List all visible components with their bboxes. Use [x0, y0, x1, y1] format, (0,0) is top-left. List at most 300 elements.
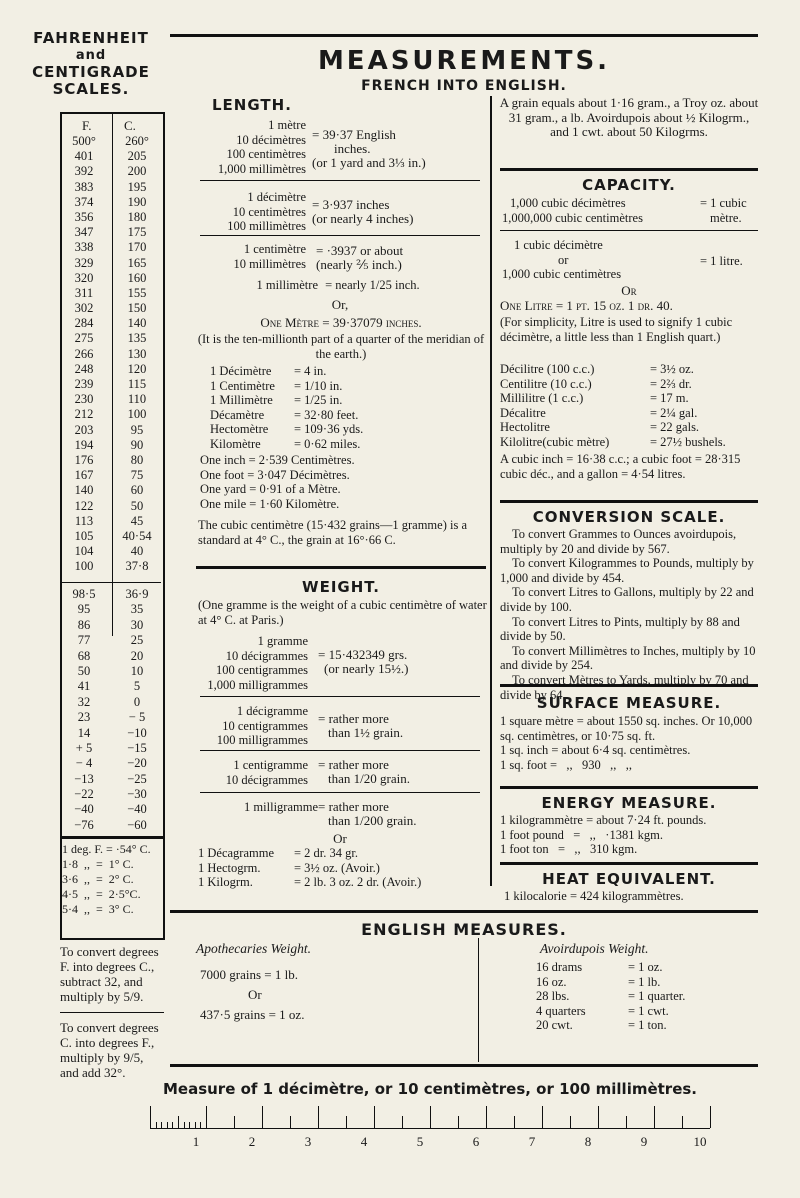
litre-note: (For simplicity, Litre is used to signify 1 cubic décimètre, a little less than 1 English quart.)	[500, 315, 733, 344]
cap2a: 1 cubic décimètre	[514, 238, 603, 252]
length-row	[210, 393, 490, 408]
celsius-value: 25	[130, 633, 144, 648]
celsius-value: 170	[127, 240, 147, 255]
length-value: = 32·80 feet.	[294, 407, 359, 422]
weight-group3	[198, 758, 308, 787]
length-name: 1 Décimètre	[210, 364, 272, 378]
length-g2-item: 1 décimètre	[247, 190, 306, 204]
fahrenheit-value: 113	[74, 513, 94, 528]
weight-g1-item: 1,000 milligrammes	[207, 677, 308, 692]
apothecaries-line2: 437·5 grains = 1 oz.	[200, 1007, 305, 1022]
center-divider	[490, 96, 492, 886]
weight-rows	[198, 846, 490, 890]
celsius-value: 190	[127, 194, 147, 209]
weight-g3-eq: = rather more	[318, 757, 389, 772]
ruler-tick	[184, 1122, 185, 1128]
fc-row	[62, 331, 161, 346]
surface-line: 1 square mètre = about 1550 sq. inches. Or 10,000 sq. centimètres, or 10·75 sq. ft.	[500, 714, 756, 743]
celsius-value: −30	[127, 787, 147, 802]
col-f-label: F.	[82, 118, 92, 133]
length-sep2	[200, 235, 480, 236]
celsius-value: − 5	[128, 710, 146, 725]
fahrenheit-value: −22	[74, 787, 94, 802]
avoirdupois-name: 16 drams	[536, 960, 583, 974]
fahrenheit-value: 23	[77, 710, 91, 725]
length-group1	[196, 118, 306, 176]
fc-row	[62, 741, 161, 756]
capacity-sep1	[500, 230, 758, 231]
degree-line: 3·6 ,, = 2° C.	[62, 872, 134, 886]
convert-separator	[60, 1012, 164, 1013]
avoirdupois-value: = 1 lb.	[628, 974, 661, 989]
energy-top-rule	[500, 786, 758, 789]
fc-row	[62, 618, 161, 633]
fc-row	[62, 271, 161, 286]
weight-top-rule	[196, 566, 486, 569]
cap1b: 1,000,000 cubic centimètres	[502, 210, 643, 225]
ruler-label: 4	[360, 1134, 368, 1149]
ruler-label: 3	[304, 1134, 312, 1149]
capacity-value: = 22 gals.	[650, 420, 700, 435]
weight-name: 1 Décagramme	[198, 846, 275, 860]
fahrenheit-value: 32	[77, 694, 91, 709]
weight-g4: 1 milligramme	[244, 800, 318, 814]
length-g4: 1 millimètre	[256, 278, 318, 292]
length-value: = 4 in.	[294, 364, 327, 378]
fahrenheit-value: 374	[74, 194, 94, 209]
weight-or: Or	[333, 831, 347, 846]
length-group3	[196, 242, 306, 271]
fahrenheit-value: + 5	[75, 740, 93, 755]
ruler-tick	[458, 1116, 459, 1128]
conversion-rows	[500, 527, 760, 702]
length-row	[210, 408, 490, 423]
fahrenheit-value: −40	[74, 802, 94, 817]
heat-heading: HEAT EQUIVALENT.	[542, 870, 716, 888]
ruler-tick	[346, 1116, 347, 1128]
length-group1-eq	[312, 128, 482, 170]
ruler-tick	[402, 1116, 403, 1128]
english-divider	[478, 938, 479, 1062]
weight-g1-eq: = 15·432349 grs.	[318, 647, 408, 662]
fahrenheit-value: 383	[74, 179, 94, 194]
cap2c: 1,000 cubic centimètres	[502, 267, 622, 282]
length-g2-item: 10 centimètres	[232, 204, 306, 219]
ruler-tick	[206, 1106, 207, 1128]
fc-separator	[62, 582, 161, 583]
one-metre: One Mètre = 39·37079 inches.	[260, 315, 422, 330]
weight-g3-item: 1 centigramme	[233, 758, 308, 772]
weight-row	[198, 875, 490, 890]
weight-g2-eq: = rather more	[318, 711, 389, 726]
ruler-caption: Measure of 1 décimètre, or 10 centimètres, or 100 millimètres.	[162, 1080, 698, 1098]
weight-g1-eq2: (or nearly 15½.)	[324, 661, 409, 676]
capacity-group1	[502, 196, 692, 225]
fc-row	[62, 164, 161, 179]
fahrenheit-value: 86	[77, 617, 91, 632]
avoirdupois-rows	[536, 960, 766, 1033]
celsius-value: 35	[130, 602, 144, 617]
length-name: 1 Centimètre	[210, 378, 275, 393]
energy-line: 1 kilogrammètre = about 7·24 ft. pounds.	[500, 813, 707, 827]
celsius-value: −20	[127, 756, 147, 771]
length-extra-line: One inch = 2·539 Centimètres.	[200, 453, 355, 467]
surface-line: 1 sq. foot = ,, 930 ,, ,,	[500, 757, 633, 772]
fc-rows-lower	[62, 587, 161, 833]
ruler-tick	[682, 1116, 683, 1128]
weight-group1-eq	[318, 648, 488, 676]
col-c-label: C.	[124, 118, 136, 133]
fahrenheit-value: 98·5	[72, 587, 96, 601]
avoirdupois-title: Avoirdupois Weight.	[540, 941, 649, 956]
celsius-value: 37·8	[125, 559, 149, 574]
capacity-name: Décalitre	[500, 405, 546, 420]
celsius-value: 40	[130, 544, 144, 559]
celsius-value: −60	[127, 817, 147, 832]
conversion-line: To convert Grammes to Ounces avoirdupois, multiply by 20 and divide by 567.	[500, 527, 737, 556]
celsius-value: 95	[130, 422, 144, 437]
ruler-tick	[178, 1116, 179, 1128]
fc-row	[62, 695, 161, 710]
fahrenheit-value: 230	[74, 392, 94, 407]
surface-heading: SURFACE MEASURE.	[536, 694, 722, 712]
ruler-label: 8	[584, 1134, 592, 1149]
length-group3-eq	[316, 244, 491, 272]
celsius-value: 150	[127, 301, 147, 316]
english-top-rule	[170, 910, 758, 913]
weight-g1-item: 100 centigrammes	[216, 663, 308, 678]
capacity-value: = 3½ oz.	[650, 362, 694, 376]
ruler-baseline	[150, 1128, 710, 1129]
celsius-value: 40·54	[122, 528, 152, 543]
length-g1-eq2: inches.	[334, 141, 371, 156]
weight-g4-eq2: than 1/200 grain.	[328, 813, 417, 828]
heat-top-rule	[500, 862, 758, 865]
length-g3-eq2: (nearly ⅖ inch.)	[316, 257, 402, 272]
celsius-value: 200	[127, 164, 147, 179]
length-name: Décamètre	[210, 407, 265, 422]
ruler-tick	[374, 1106, 375, 1128]
fahrenheit-value: 212	[74, 407, 94, 422]
length-g3-eq: = ·3937 or about	[316, 243, 404, 258]
celsius-value: 50	[130, 498, 144, 513]
fahrenheit-value: 401	[74, 149, 94, 164]
fahrenheit-value: −13	[74, 771, 94, 786]
celsius-value: 115	[127, 377, 147, 391]
celsius-value: 100	[127, 407, 147, 422]
energy-line: 1 foot pound = ,, ·1381 kgm.	[500, 827, 663, 842]
fc-rows-upper	[62, 134, 161, 574]
fc-row	[62, 529, 161, 544]
celsius-value: 20	[130, 648, 144, 663]
ruler-tick	[234, 1116, 235, 1128]
english-heading: ENGLISH MEASURES.	[361, 920, 567, 939]
fc-row	[62, 756, 161, 771]
degree-equivalents	[62, 842, 162, 917]
ruler-label: 10	[693, 1134, 707, 1149]
weight-g3-eq2: than 1/20 grain.	[328, 771, 410, 786]
capacity-group2	[502, 238, 692, 282]
decimetre-ruler	[140, 1100, 720, 1148]
energy-heading: ENERGY MEASURE.	[541, 794, 717, 812]
weight-group2	[198, 704, 308, 748]
celsius-value: 155	[127, 285, 147, 300]
fc-row	[62, 514, 161, 529]
fahrenheit-value: 140	[74, 483, 94, 498]
fc-row	[62, 347, 161, 362]
length-name: 1 Millimètre	[210, 393, 273, 408]
scales-title-line2: and	[75, 48, 107, 63]
celsius-value: 205	[127, 149, 147, 164]
cap1-eq: = 1 cubic	[700, 196, 747, 210]
length-g1-eq3: (or 1 yard and 3⅓ in.)	[312, 155, 426, 170]
weight-name: 1 Kilogrm.	[198, 875, 253, 890]
weight-sep3	[200, 792, 480, 793]
fahrenheit-value: −76	[74, 817, 94, 832]
capacity-name: Millilitre (1 c.c.)	[500, 391, 584, 406]
conversion-line: To convert Litres to Pints, multiply by 88 and divide by 50.	[500, 614, 740, 644]
celsius-value: 0	[133, 694, 141, 709]
capacity-rows	[500, 362, 762, 450]
fahrenheit-value: − 4	[75, 756, 93, 771]
fc-row	[62, 149, 161, 164]
length-name: Hectomètre	[210, 422, 269, 437]
capacity-row	[500, 377, 762, 392]
ruler-label: 6	[472, 1134, 480, 1149]
fc-row	[62, 468, 161, 483]
fc-row	[62, 392, 161, 407]
celsius-value: 160	[127, 270, 147, 285]
capacity-top-rule	[500, 168, 758, 171]
fahrenheit-value: 248	[74, 361, 94, 376]
ruler-tick	[150, 1106, 151, 1128]
degree-line: 1 deg. F. = ·54° C.	[62, 842, 151, 856]
fc-row	[62, 301, 161, 316]
capacity-heading: CAPACITY.	[582, 176, 676, 194]
length-g3-item: 1 centimètre	[243, 242, 306, 256]
celsius-value: 130	[127, 346, 147, 361]
avoirdupois-row	[536, 989, 766, 1004]
english-bottom-rule	[170, 1064, 758, 1067]
length-g3-item: 10 millimètres	[233, 256, 306, 271]
celsius-value: 80	[130, 452, 144, 467]
ruler-tick	[514, 1116, 515, 1128]
fc-row	[62, 802, 161, 817]
ruler-tick	[195, 1122, 196, 1128]
ruler-tick	[189, 1122, 190, 1128]
length-value: = 1/25 in.	[294, 393, 343, 408]
avoirdupois-row	[536, 1018, 766, 1033]
scales-title-line3: CENTIGRADE	[32, 63, 150, 81]
length-sep1	[200, 180, 480, 181]
fahrenheit-value: 100	[74, 559, 94, 574]
fahrenheit-value: 41	[77, 679, 91, 694]
surface-top-rule	[500, 684, 758, 687]
apothecaries-title: Apothecaries Weight.	[196, 941, 311, 956]
capacity-name: Kilolitre(cubic mètre)	[500, 434, 610, 449]
ruler-label: 5	[416, 1134, 424, 1149]
fc-row	[62, 544, 161, 559]
fc-row	[62, 602, 161, 617]
avoirdupois-name: 4 quarters	[536, 1003, 586, 1018]
fahrenheit-value: 14	[77, 725, 91, 740]
length-g1-eq: = 39·37 English	[312, 127, 396, 142]
weight-g4-eq: = rather more	[318, 799, 389, 814]
ruler-label: 2	[248, 1134, 256, 1149]
ruler-tick	[570, 1116, 571, 1128]
celsius-value: 36·9	[125, 587, 149, 601]
capacity-row	[500, 362, 762, 377]
avoirdupois-value: = 1 cwt.	[628, 1003, 669, 1018]
celsius-value: 140	[127, 316, 147, 331]
weight-g1-item: 1 gramme	[257, 634, 308, 648]
celsius-value: 120	[127, 361, 147, 376]
celsius-value: 60	[130, 483, 144, 498]
ruler-tick	[318, 1106, 319, 1128]
scales-title	[16, 30, 166, 98]
fc-row	[62, 195, 161, 210]
fahrenheit-value: 311	[74, 285, 94, 300]
fahrenheit-value: 95	[77, 602, 91, 617]
celsius-value: −10	[127, 725, 147, 740]
length-value: = 1/10 in.	[294, 378, 343, 393]
length-rows	[210, 364, 490, 452]
weight-group2-eq	[318, 712, 488, 740]
fc-row	[62, 407, 161, 422]
ruler-label: 7	[528, 1134, 536, 1149]
avoirdupois-name: 28 lbs.	[536, 989, 570, 1004]
cap2-eq: = 1 litre.	[700, 254, 743, 268]
cap2b: or	[558, 252, 569, 267]
conversion-line: To convert Kilogrammes to Pounds, multiply by 1,000 and divide by 454.	[500, 556, 754, 585]
ruler-tick	[167, 1122, 168, 1128]
fc-row	[62, 316, 161, 331]
length-or: Or,	[331, 297, 349, 312]
weight-g1-item: 10 décigrammes	[225, 648, 308, 663]
grain-note: A grain equals about 1·16 gram., a Troy oz. about 31 gram., a lb. Avoirdupois about ½ Kilogrm., and 1 cwt. about 50 Kilogrms.	[499, 95, 759, 139]
capacity-row	[500, 406, 762, 421]
convert-f-to-c: To convert degrees F. into degrees C., subtract 32, and multiply by 5/9.	[60, 944, 159, 1004]
length-g1-item: 100 centimètres	[226, 147, 306, 162]
ruler-label: 9	[640, 1134, 648, 1149]
length-name: Kilomètre	[210, 436, 261, 451]
ruler-tick	[542, 1106, 543, 1128]
celsius-value: 30	[130, 617, 144, 632]
length-heading: LENGTH.	[212, 96, 292, 114]
weight-row	[198, 846, 490, 861]
weight-group4-eq	[318, 800, 488, 828]
fc-row	[62, 664, 161, 679]
fc-row	[62, 377, 161, 392]
apothecaries-line1: 7000 grains = 1 lb.	[200, 967, 298, 982]
length-g4-eq: = nearly 1/25 inch.	[325, 278, 420, 292]
length-g1-item: 1,000 millimètres	[217, 161, 306, 176]
fc-row	[62, 649, 161, 664]
scales-title-line1: FAHRENHEIT	[33, 29, 149, 47]
length-group2-eq	[312, 198, 487, 226]
fc-row	[62, 559, 161, 574]
ruler-tick	[156, 1122, 157, 1128]
length-note: (It is the ten-millionth part of a quarter of the meridian of the earth.)	[197, 332, 485, 361]
weight-note: (One gramme is the weight of a cubic centimètre of water at 4° C. at Paris.)	[198, 598, 487, 627]
fc-row	[62, 240, 161, 255]
apothecaries-or: Or	[248, 987, 262, 1002]
avoirdupois-row	[536, 960, 766, 975]
fc-row	[62, 679, 161, 694]
fahrenheit-value: 77	[77, 633, 91, 648]
fc-row	[62, 286, 161, 301]
weight-value: = 2 lb. 3 oz. 2 dr. (Avoir.)	[294, 875, 422, 890]
celsius-value: 180	[127, 209, 147, 224]
ruler-tick	[200, 1122, 201, 1128]
celsius-value: 195	[127, 179, 147, 194]
fahrenheit-value: 104	[74, 544, 94, 559]
fc-row	[62, 710, 161, 725]
avoirdupois-value: = 1 oz.	[628, 960, 663, 974]
fc-row	[62, 787, 161, 802]
french-into-english: FRENCH INTO ENGLISH.	[361, 78, 567, 94]
celsius-value: 10	[130, 663, 144, 678]
length-row	[210, 364, 490, 379]
length-row	[210, 379, 490, 394]
fc-row	[62, 772, 161, 787]
celsius-value: 135	[127, 331, 147, 346]
weight-g2-item: 1 décigramme	[236, 704, 308, 718]
capacity-value: = 2¼ gal.	[650, 405, 698, 420]
weight-row	[198, 861, 490, 876]
fc-row	[62, 423, 161, 438]
length-row	[210, 437, 490, 452]
fc-row	[62, 483, 161, 498]
avoirdupois-row	[536, 1004, 766, 1019]
conversion-top-rule	[500, 500, 758, 503]
fahrenheit-value: 302	[74, 301, 94, 316]
capacity-or: Or	[621, 283, 637, 298]
celsius-value: −25	[127, 771, 147, 786]
capacity-row	[500, 391, 762, 406]
fahrenheit-value: 338	[74, 240, 94, 255]
celsius-value: 260°	[125, 134, 149, 148]
weight-group3-eq	[318, 758, 488, 786]
length-value: = 109·36 yds.	[294, 422, 364, 437]
fc-separator2	[60, 836, 165, 839]
length-g1-item: 1 mètre	[268, 118, 306, 132]
capacity-value: = 27½ bushels.	[650, 434, 726, 449]
length-g2-eq2: (or nearly 4 inches)	[312, 211, 414, 226]
one-litre: One Litre = 1 pt. 15 oz. 1 dr. 40.	[500, 298, 673, 313]
degree-line: 1·8 ,, = 1° C.	[62, 857, 134, 871]
fc-row	[62, 633, 161, 648]
length-extra-line: One mile = 1·60 Kilomètre.	[200, 496, 340, 511]
weight-sep1	[200, 696, 480, 697]
measurements-title: MEASUREMENTS.	[317, 46, 611, 76]
celsius-value: 5	[133, 679, 141, 694]
weight-g3-item: 10 décigrammes	[225, 772, 308, 787]
weight-g2-item: 100 milligrammes	[216, 733, 308, 748]
fahrenheit-value: 329	[74, 255, 94, 270]
celsius-value: 45	[130, 513, 144, 528]
ruler-tick	[626, 1116, 627, 1128]
convert-c-to-f: To convert degrees C. into degrees F., multiply by 9/5, and add 32°.	[60, 1020, 159, 1080]
fahrenheit-value: 239	[74, 377, 94, 391]
fc-row	[62, 210, 161, 225]
scales-title-line4: SCALES.	[52, 80, 130, 98]
fc-row	[62, 256, 161, 271]
avoirdupois-name: 20 cwt.	[536, 1018, 573, 1033]
length-g2-item: 100 millimètres	[227, 219, 306, 234]
ruler-tick	[262, 1106, 263, 1128]
ruler-tick	[486, 1106, 487, 1128]
